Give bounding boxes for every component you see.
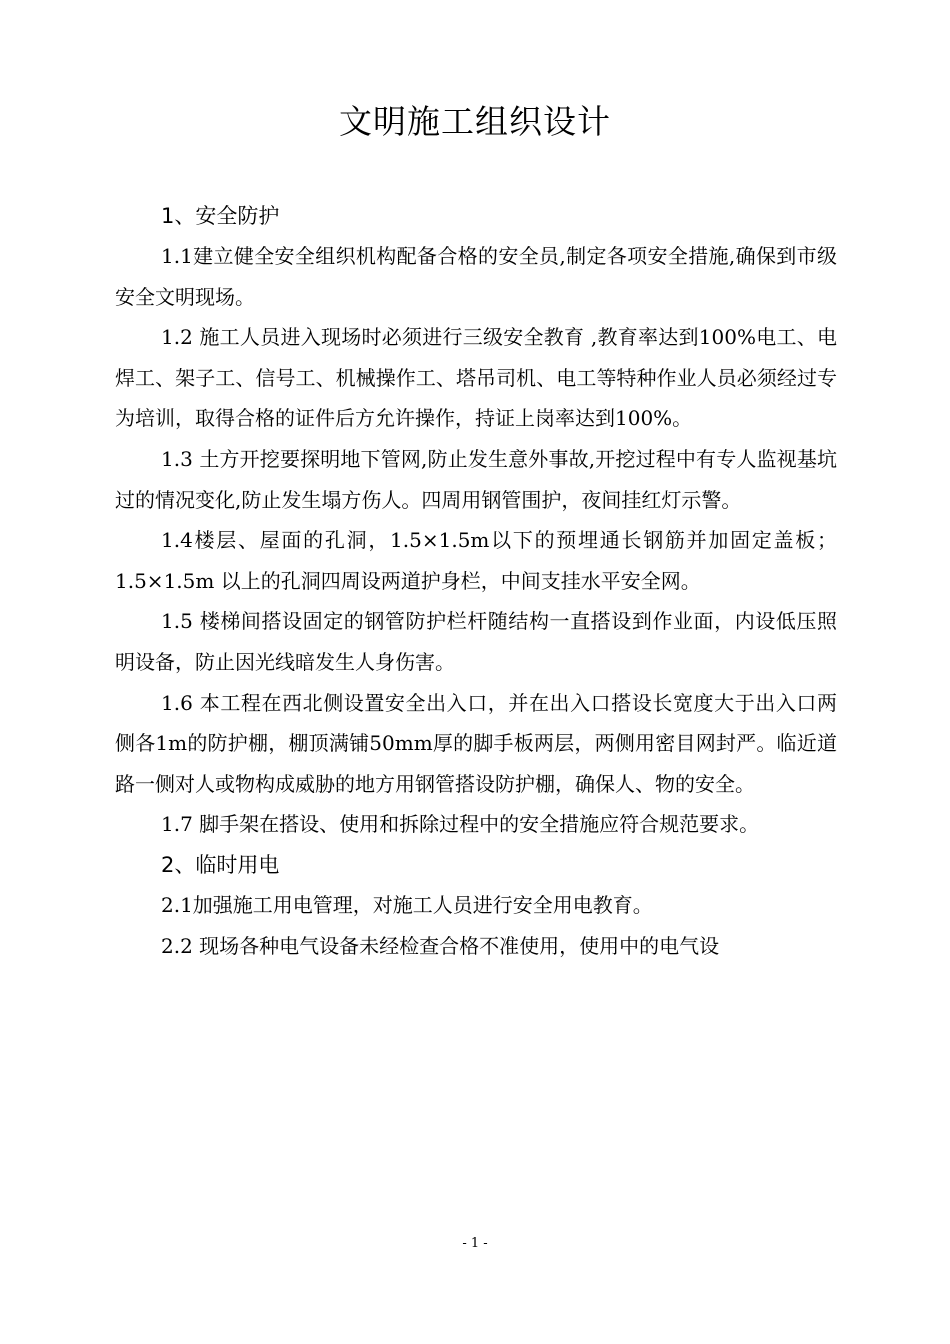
paragraph-1-5: 1.5 楼梯间搭设固定的钢管防护栏杆随结构一直搭设到作业面，内设低压照明设备，防止因光线暗发生人身伤害。 [115, 609, 837, 674]
paragraph-2-1: 2.1加强施工用电管理，对施工人员进行安全用电教育。 [161, 892, 653, 917]
section-heading-temporary-power: 2、临时用电 [161, 852, 280, 877]
paragraph-1-6: 1.6 本工程在西北侧设置安全出入口，并在出入口搭设长宽度大于出入口两侧各1m的防护棚，棚顶满铺50mm厚的脚手板两层，两侧用密目网封严。临近道路一侧对人或物构成威胁的地方用钢管搭设防护棚，确保人、物的安全。 [115, 690, 837, 796]
document-body [115, 196, 837, 966]
paragraph-1-7: 1.7 脚手架在搭设、使用和拆除过程中的安全措施应符合规范要求。 [161, 812, 760, 837]
page-number: - 1 - [462, 1236, 488, 1251]
section-heading-safety: 1、安全防护 [161, 204, 280, 228]
paragraph-2-2: 2.2 现场各种电气设备未经检查合格不准使用，使用中的电气设 [161, 933, 720, 958]
paragraph-1-3: 1.3 土方开挖要探明地下管网,防止发生意外事故,开挖过程中有专人监视基坑过的情况变化,防止发生塌方伤人。四周用钢管围护，夜间挂红灯示警。 [115, 446, 837, 512]
document-title: 文明施工组织设计 [339, 102, 611, 141]
paragraph-1-2: 1.2 施工人员进入现场时必须进行三级安全教育 ,教育率达到100%电工、电焊工、架子工、信号工、机械操作工、塔吊司机、电工等特种作业人员必须经过专为培训，取得合格的证件后方允许操作，持证上岗率达到100%。 [115, 325, 837, 431]
paragraph-1-4: 1.4楼层、屋面的孔洞，1.5×1.5m以下的预埋通长钢筋并加固定盖板；1.5×1.5m 以上的孔洞四周设两道护身栏，中间支挂水平安全网。 [115, 528, 837, 593]
paragraph-1-1: 1.1建立健全安全组织机构配备合格的安全员,制定各项安全措施,确保到市级安全文明现场。 [115, 244, 837, 309]
